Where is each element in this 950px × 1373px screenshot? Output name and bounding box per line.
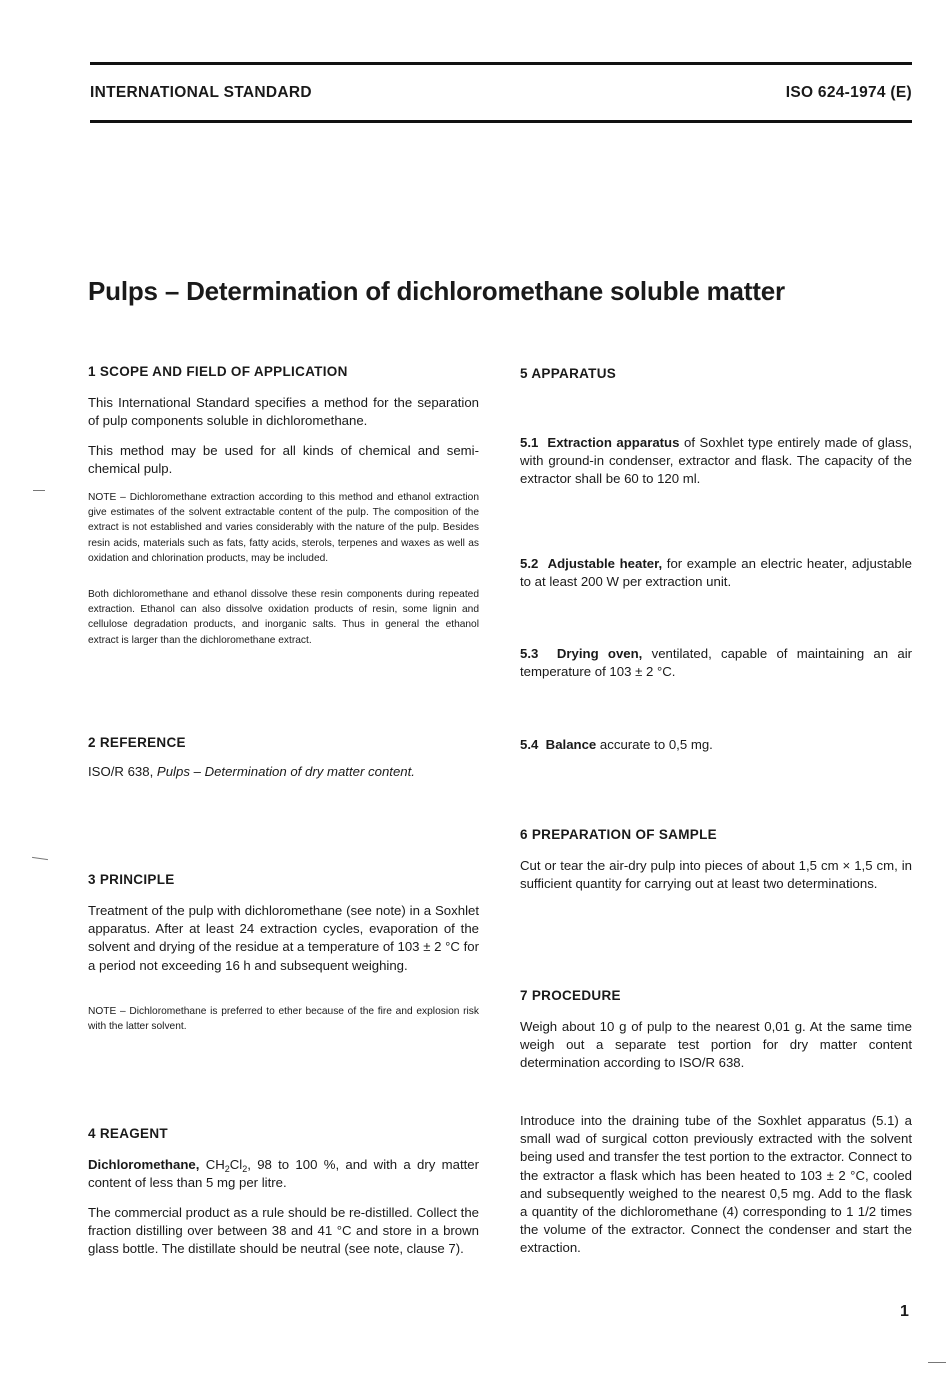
section-3-note: NOTE – Dichloromethane is preferred to ether because of the fire and explosion risk with the latter solvent.: [88, 1006, 479, 1033]
running-header: [90, 84, 912, 104]
clause-5-4-number: 5.4: [520, 737, 539, 752]
section-3-paragraph: Treatment of the pulp with dichloromethane (see note) in a Soxhlet apparatus. After at least 24 extraction cycles, evaporation of the solvent and drying of the residue at a temperature of 103 ± 2 °C for a period not exceeding 16 h and subsequent weighing.: [88, 903, 479, 973]
clause-5-1-text: of Soxhlet type entirely made of glass, with ground-in condenser, extractor and flask. The capacity of the extractor shall be 60 to 120 ml.: [520, 435, 912, 487]
section-4-paragraph-2: The commercial product as a rule should be re-distilled. Collect the fraction distilling over between 38 and 41 °C and store in a brown glass bottle. The distillate should be neutral (see note, clause 7).: [88, 1205, 479, 1257]
section-4-heading: 4 REAGENT: [88, 1126, 168, 1141]
section-2-reference: [88, 763, 479, 781]
reference-code: ISO/R 638,: [88, 764, 154, 779]
header-top-rule: [90, 62, 912, 65]
clause-5-2: [520, 555, 912, 591]
section-6-heading: 6 PREPARATION OF SAMPLE: [520, 827, 717, 842]
header-bottom-rule: [90, 120, 912, 123]
page-number: 1: [900, 1303, 909, 1320]
section-2-heading: 2 REFERENCE: [88, 735, 186, 750]
clause-5-4-term: Balance: [545, 737, 597, 752]
clause-5-2-term: Adjustable heater,: [547, 556, 663, 571]
scan-margin-mark: [33, 490, 45, 491]
reagent-description: , 98 to 100 %, and with a dry matter content of less than 5 mg per litre.: [88, 1157, 479, 1191]
reference-title: Pulps – Determination of dry matter content.: [156, 764, 415, 779]
clause-5-1: [520, 434, 912, 489]
section-4-paragraph-1: [88, 1156, 479, 1192]
reagent-term: Dichloromethane,: [88, 1157, 200, 1172]
document-title: Pulps – Determination of dichloromethane soluble matter: [88, 276, 785, 306]
scan-margin-mark: [928, 1362, 946, 1363]
section-1-paragraph-1: This International Standard specifies a method for the separation of pulp components soluble in dichloromethane.: [88, 395, 479, 429]
section-6-paragraph: Cut or tear the air-dry pulp into pieces of about 1,5 cm × 1,5 cm, in sufficient quantity for carrying out at least two determinations.: [520, 858, 912, 892]
section-1-heading: 1 SCOPE AND FIELD OF APPLICATION: [88, 364, 348, 379]
section-1-note-1: NOTE – Dichloromethane extraction according to this method and ethanol extraction give estimates of the solvent extractable content of the pulp. The composition of the extract is not established and varies considerably with the nature of the pulp. Besides resin acids, materials such as fats, fatty acids, sterols, terpenes and waxes as well as oxidation and chlorination products, may be included.: [88, 492, 479, 564]
clause-5-3-number: 5.3: [520, 646, 539, 661]
clause-5-3-term: Drying oven,: [556, 646, 643, 661]
clause-5-4-text: accurate to 0,5 mg.: [596, 737, 713, 752]
clause-5-1-number: 5.1: [520, 435, 539, 450]
scan-margin-mark: [32, 857, 48, 860]
header-standard-type: INTERNATIONAL STANDARD: [90, 84, 312, 101]
section-1-paragraph-2: This method may be used for all kinds of chemical and semi-chemical pulp.: [88, 443, 479, 477]
clause-5-3-text: ventilated, capable of maintaining an air temperature of 103 ± 2 °C.: [520, 646, 913, 680]
section-1-note-2: Both dichloromethane and ethanol dissolve these resin components during repeated extraction. Ethanol can also dissolve oxidation products of resin, some lignin and cellulose degradation products, and inorganic salts. Thus in general the ethanol extract is larger than the dichloromethane extract.: [88, 589, 479, 646]
section-7-heading: 7 PROCEDURE: [520, 988, 621, 1003]
clause-5-2-text: for example an electric heater, adjustable to at least 200 W per extraction unit.: [520, 556, 913, 590]
section-3-heading: 3 PRINCIPLE: [88, 872, 175, 887]
reagent-formula: $CH_2Cl_2$: [205, 1157, 248, 1174]
clause-5-1-term: Extraction apparatus: [547, 435, 680, 450]
clause-5-4: [520, 736, 912, 754]
clause-5-3: [520, 645, 912, 681]
header-standard-number: ISO 624-1974 (E): [785, 84, 912, 101]
section-7-paragraph-1: Weigh about 10 g of pulp to the nearest 0,01 g. At the same time weigh out a separate test portion for dry matter content determination according to ISO/R 638.: [520, 1019, 912, 1071]
section-7-paragraph-2: Introduce into the draining tube of the Soxhlet apparatus (5.1) a small wad of surgical cotton previously extracted with the solvent being used and transfer the test portion to the extractor. Connect to the extractor a flask which has been heated to 103 ± 2 °C, cooled and subsequently weighed to the nearest 0,5 mg. Add to the flask a quantity of the dichloromethane (4) corresponding to 1 1/2 times the volume of the extractor. Connect the condenser and start the extraction.: [520, 1113, 912, 1256]
clause-5-2-number: 5.2: [520, 556, 539, 571]
section-5-heading: 5 APPARATUS: [520, 366, 617, 381]
